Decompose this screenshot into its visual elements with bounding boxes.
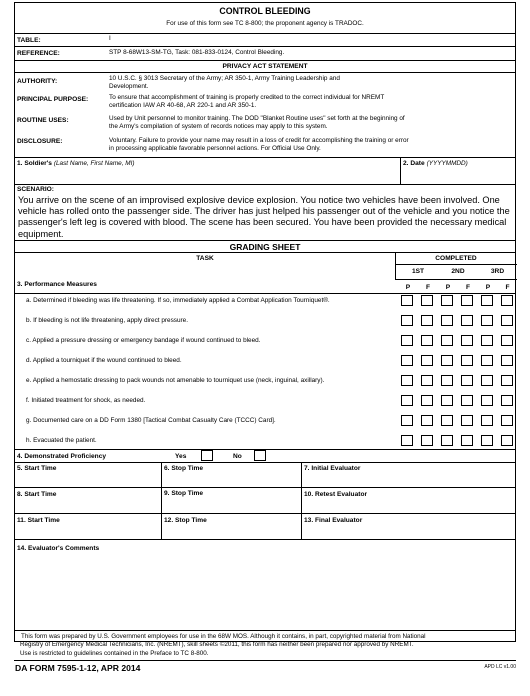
- form-title: CONTROL BLEEDING: [219, 6, 311, 16]
- completed-column-header: COMPLETED: [435, 255, 477, 262]
- task-2-2nd-p-checkbox[interactable]: [441, 315, 453, 326]
- task-column-header: TASK: [196, 255, 214, 262]
- pf-header-3p: P: [485, 284, 491, 291]
- task-item: d. Applied a tourniquet if the wound continued to bleed.: [26, 357, 182, 364]
- date-label: 2. Date: [403, 160, 425, 167]
- stop-time-1-label: 6. Stop Time: [164, 465, 204, 472]
- task-8-1st-p-checkbox[interactable]: [401, 435, 413, 446]
- task-4-3rd-f-checkbox[interactable]: [501, 355, 513, 366]
- scenario-label: SCENARIO:: [17, 186, 54, 193]
- stop-time-2-label: 9. Stop Time: [164, 490, 204, 497]
- task-3-1st-p-checkbox[interactable]: [401, 335, 413, 346]
- task-item: e. Applied a hemostatic dressing to pack wounds not amenable to tourniquet use (neck, inguinal, axillary).: [26, 377, 325, 384]
- control-bleeding-form: [14, 2, 516, 642]
- start-time-2-label: 8. Start Time: [17, 491, 57, 498]
- proficiency-yes-checkbox[interactable]: [201, 450, 213, 461]
- task-item: c. Applied a pressure dressing or emergency bandage if wound continued to bleed.: [26, 337, 261, 344]
- table-value[interactable]: I: [109, 35, 111, 42]
- initial-evaluator-label: 7. Initial Evaluator: [304, 465, 361, 472]
- task-3-3rd-p-checkbox[interactable]: [481, 335, 493, 346]
- task-5-3rd-f-checkbox[interactable]: [501, 375, 513, 386]
- task-5-1st-p-checkbox[interactable]: [401, 375, 413, 386]
- authority-label: AUTHORITY:: [17, 78, 58, 85]
- routine-label: ROUTINE USES:: [17, 117, 69, 124]
- task-7-1st-f-checkbox[interactable]: [421, 415, 433, 426]
- attempt-3rd: 3RD: [490, 268, 505, 275]
- reference-value: STP 8-68W13-SM-TG, Task: 081-833-0124, Control Bleeding.: [109, 49, 285, 56]
- routine-text-2: the Army's compilation of system of records notices may apply to this system.: [109, 123, 328, 130]
- task-8-3rd-p-checkbox[interactable]: [481, 435, 493, 446]
- disclosure-label: DISCLOSURE:: [17, 138, 63, 145]
- task-4-2nd-p-checkbox[interactable]: [441, 355, 453, 366]
- task-7-3rd-p-checkbox[interactable]: [481, 415, 493, 426]
- task-2-1st-p-checkbox[interactable]: [401, 315, 413, 326]
- task-2-3rd-f-checkbox[interactable]: [501, 315, 513, 326]
- soldier-name-hint: (Last Name, First Name, MI): [53, 160, 135, 167]
- task-4-3rd-p-checkbox[interactable]: [481, 355, 493, 366]
- task-7-2nd-p-checkbox[interactable]: [441, 415, 453, 426]
- soldier-name-label: 1. Soldier's: [17, 160, 52, 167]
- task-item: a. Determined if bleeding was life threatening. If so, immediately applied a Combat Application Tourniquet®.: [26, 297, 330, 304]
- task-item: g. Documented care on a DD Form 1380 [Tactical Combat Casualty Care (TCCC) Card].: [26, 417, 276, 424]
- disclosure-text-1: Voluntary. Failure to provide your name may result in a loss of credit for accomplishing the training or error: [109, 137, 409, 144]
- final-evaluator-label: 13. Final Evaluator: [304, 517, 363, 524]
- task-5-2nd-f-checkbox[interactable]: [461, 375, 473, 386]
- privacy-heading: PRIVACY ACT STATEMENT: [222, 63, 308, 70]
- purpose-label: PRINCIPAL PURPOSE:: [17, 96, 89, 103]
- task-2-2nd-f-checkbox[interactable]: [461, 315, 473, 326]
- task-3-2nd-p-checkbox[interactable]: [441, 335, 453, 346]
- task-6-3rd-p-checkbox[interactable]: [481, 395, 493, 406]
- task-6-3rd-f-checkbox[interactable]: [501, 395, 513, 406]
- pf-header-2p: P: [445, 284, 451, 291]
- task-item: b. If bleeding is not life threatening, apply direct pressure.: [26, 317, 188, 324]
- task-7-1st-p-checkbox[interactable]: [401, 415, 413, 426]
- task-7-3rd-f-checkbox[interactable]: [501, 415, 513, 426]
- footer-note-2: Registry of Emergency Medical Technicians, Inc. (NREMT), skill sheets ©2011, this form has neither been prepared nor approved by NREMT.: [20, 641, 414, 648]
- stop-time-3-label: 12. Stop Time: [164, 517, 207, 524]
- task-2-1st-f-checkbox[interactable]: [421, 315, 433, 326]
- authority-text-1: 10 U.S.C. § 3013 Secretary of the Army; AR 350-1, Army Training Leadership and: [109, 75, 340, 82]
- scenario-text: You arrive on the scene of an improvised explosive device explosion. You notice two vehicles have been involved. One vehicle has rolled onto the passenger side. The driver has just helped his passenger out of the vehicle and you notice the passenger's left leg is covered with blood. The scene has been secured. You have been provided the necessary medical equipment.: [18, 195, 510, 239]
- comments-label: 14. Evaluator's Comments: [17, 545, 100, 552]
- proficiency-no-label: No: [233, 453, 242, 460]
- performance-measures-label: 3. Performance Measures: [17, 281, 97, 288]
- comments-area[interactable]: [17, 555, 513, 629]
- task-5-1st-f-checkbox[interactable]: [421, 375, 433, 386]
- reference-label: REFERENCE:: [17, 50, 60, 57]
- date-hint: (YYYYMMDD): [426, 160, 468, 167]
- task-4-2nd-f-checkbox[interactable]: [461, 355, 473, 366]
- proficiency-yes-label: Yes: [175, 453, 187, 460]
- task-6-2nd-p-checkbox[interactable]: [441, 395, 453, 406]
- version-tag: APD LC v1.00: [484, 664, 516, 670]
- disclosure-text-2: in processing applicable favorable personnel actions. For Official Use Only.: [109, 145, 321, 152]
- attempt-1st: 1ST: [411, 268, 425, 275]
- task-3-3rd-f-checkbox[interactable]: [501, 335, 513, 346]
- task-5-3rd-p-checkbox[interactable]: [481, 375, 493, 386]
- pf-header-1p: P: [405, 284, 411, 291]
- task-5-2nd-p-checkbox[interactable]: [441, 375, 453, 386]
- start-time-3-label: 11. Start Time: [17, 517, 60, 524]
- task-1-3rd-p-checkbox[interactable]: [481, 295, 493, 306]
- task-8-3rd-f-checkbox[interactable]: [501, 435, 513, 446]
- form-number: DA FORM 7595-1-12, APR 2014: [15, 663, 141, 673]
- purpose-text-1: To ensure that accomplishment of training is properly credited to the correct individual for NREMT: [109, 94, 385, 101]
- task-3-1st-f-checkbox[interactable]: [421, 335, 433, 346]
- authority-text-2: Development.: [109, 83, 149, 90]
- task-2-3rd-p-checkbox[interactable]: [481, 315, 493, 326]
- task-8-1st-f-checkbox[interactable]: [421, 435, 433, 446]
- pf-header-3f: F: [505, 284, 510, 291]
- task-7-2nd-f-checkbox[interactable]: [461, 415, 473, 426]
- task-1-3rd-f-checkbox[interactable]: [501, 295, 513, 306]
- purpose-text-2: certification IAW AR 40-68, AR 220-1 and AR 350-1.: [109, 102, 257, 109]
- task-1-1st-p-checkbox[interactable]: [401, 295, 413, 306]
- task-8-2nd-f-checkbox[interactable]: [461, 435, 473, 446]
- task-1-1st-f-checkbox[interactable]: [421, 295, 433, 306]
- form-subtitle: For use of this form see TC 8-800; the proponent agency is TRADOC.: [166, 20, 364, 27]
- task-1-2nd-p-checkbox[interactable]: [441, 295, 453, 306]
- footer-note-1: This form was prepared by U.S. Government employees for use in the 68W MOS. Although it contains, in part, copyrighted material from National: [21, 633, 426, 640]
- task-6-1st-f-checkbox[interactable]: [421, 395, 433, 406]
- grading-heading: GRADING SHEET: [229, 242, 301, 252]
- task-4-1st-f-checkbox[interactable]: [421, 355, 433, 366]
- footer-note-3: Use is restricted to guidelines contained in the Preface to TC 8-800.: [20, 650, 209, 657]
- table-label: TABLE:: [17, 37, 41, 44]
- pf-header-1f: F: [425, 284, 431, 291]
- attempt-2nd: 2ND: [451, 268, 465, 275]
- start-time-1-label: 5. Start Time: [17, 465, 57, 472]
- task-4-1st-p-checkbox[interactable]: [401, 355, 413, 366]
- task-item: h. Evacuated the patient.: [26, 437, 97, 444]
- task-6-2nd-f-checkbox[interactable]: [461, 395, 473, 406]
- task-3-2nd-f-checkbox[interactable]: [461, 335, 473, 346]
- task-8-2nd-p-checkbox[interactable]: [441, 435, 453, 446]
- soldier-name-field[interactable]: [17, 160, 134, 168]
- task-item: f. Initiated treatment for shock, as needed.: [26, 397, 146, 404]
- proficiency-no-checkbox[interactable]: [254, 450, 266, 461]
- task-6-1st-p-checkbox[interactable]: [401, 395, 413, 406]
- proficiency-label: 4. Demonstrated Proficiency: [17, 453, 107, 460]
- retest-evaluator-label: 10. Retest Evaluator: [304, 491, 368, 498]
- pf-header-2f: F: [465, 284, 471, 291]
- date-field[interactable]: [403, 160, 468, 168]
- task-1-2nd-f-checkbox[interactable]: [461, 295, 473, 306]
- routine-text-1: Used by Unit personnel to monitor training. The DOD "Blanket Routine uses" set forth at the beginning of: [109, 115, 405, 122]
